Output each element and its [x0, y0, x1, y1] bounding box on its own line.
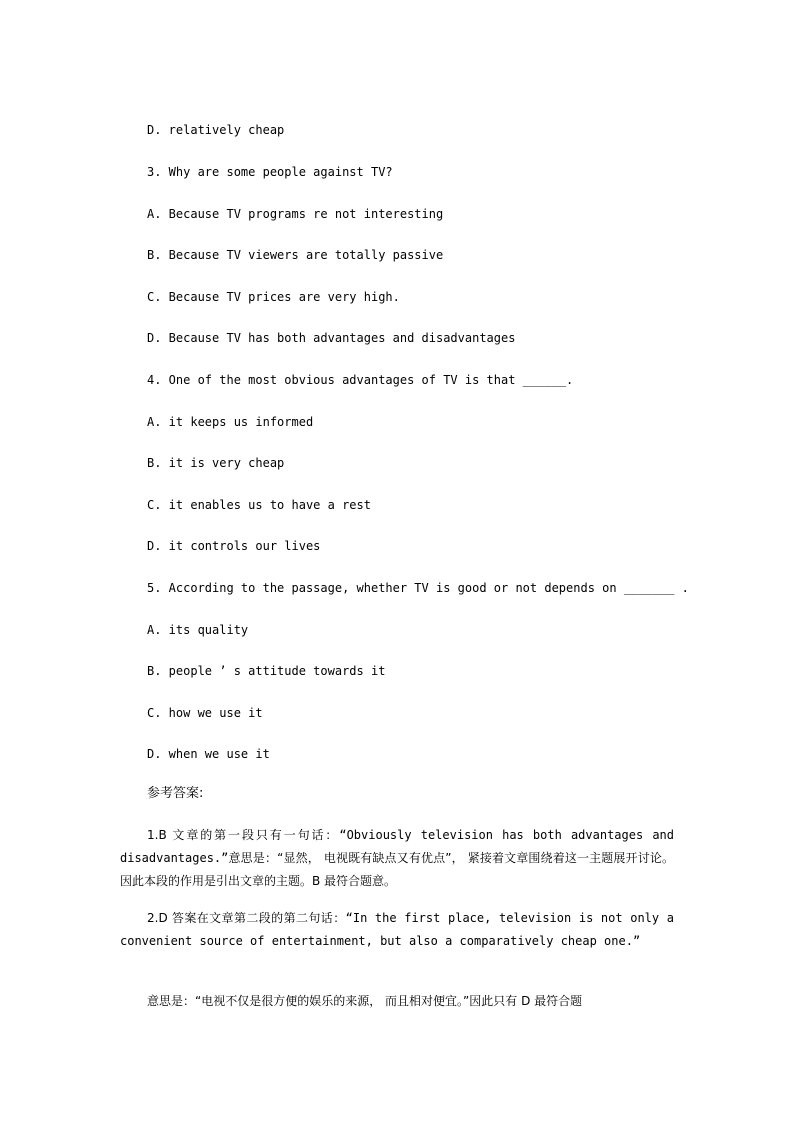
answer-2-paragraph: [120, 907, 674, 953]
q4-option-c: C. it enables us to have a rest: [147, 498, 371, 512]
answer-2-prefix: 2.D 答案在文章第二段的第二句话：: [147, 911, 346, 925]
q5-option-a: A. its quality: [147, 623, 249, 637]
q3-option-a: A. Because TV programs re not interesting: [147, 207, 444, 221]
answers-heading: 参考答案:: [147, 786, 204, 801]
q3-option-d: D. Because TV has both advantages and disadvantages: [147, 331, 516, 345]
q4-stem: 4. One of the most obvious advantages of TV is that ______.: [147, 373, 574, 387]
answer-1-paragraph: [120, 824, 674, 893]
answer-2-meaning: [120, 990, 674, 1013]
answer-1-quote: “Obviously television has both advantages and disadvantages.”: [120, 828, 675, 865]
answer-2-meaning-text: 意思是：“电视不仅是很方便的娱乐的来源， 而且相对便宜。”因此只有 D 最符合题: [147, 994, 583, 1008]
q5-stem: 5. According to the passage, whether TV is good or not depends on _______ .: [147, 581, 689, 595]
q3-stem: 3. Why are some people against TV?: [147, 165, 393, 179]
q5-option-d: D. when we use it: [147, 747, 270, 761]
q5-option-c: C. how we use it: [147, 706, 263, 720]
q5-option-b: B. people ’ s attitude towards it: [147, 664, 386, 678]
answer-2-quote: “In the first place, television is not only a convenient source of entertainment, but also a comparatively cheap one.”: [120, 911, 674, 948]
q4-option-b: B. it is very cheap: [147, 456, 285, 470]
answer-1-explanation: 意思是：“显然， 电视既有缺点又有优点”， 紧接着文章围绕着这一主题展开讨论。因此本段的作用是引出文章的主题。B 最符合题意。: [120, 851, 674, 888]
q3-option-b: B. Because TV viewers are totally passive: [147, 248, 444, 262]
q3-option-c: C. Because TV prices are very high.: [147, 290, 400, 304]
answer-1-prefix: 1.B 文章的第一段只有一句话：: [147, 828, 340, 842]
q4-option-d: D. it controls our lives: [147, 539, 321, 553]
q2-option-d: D. relatively cheap: [147, 123, 285, 137]
q4-option-a: A. it keeps us informed: [147, 415, 314, 429]
